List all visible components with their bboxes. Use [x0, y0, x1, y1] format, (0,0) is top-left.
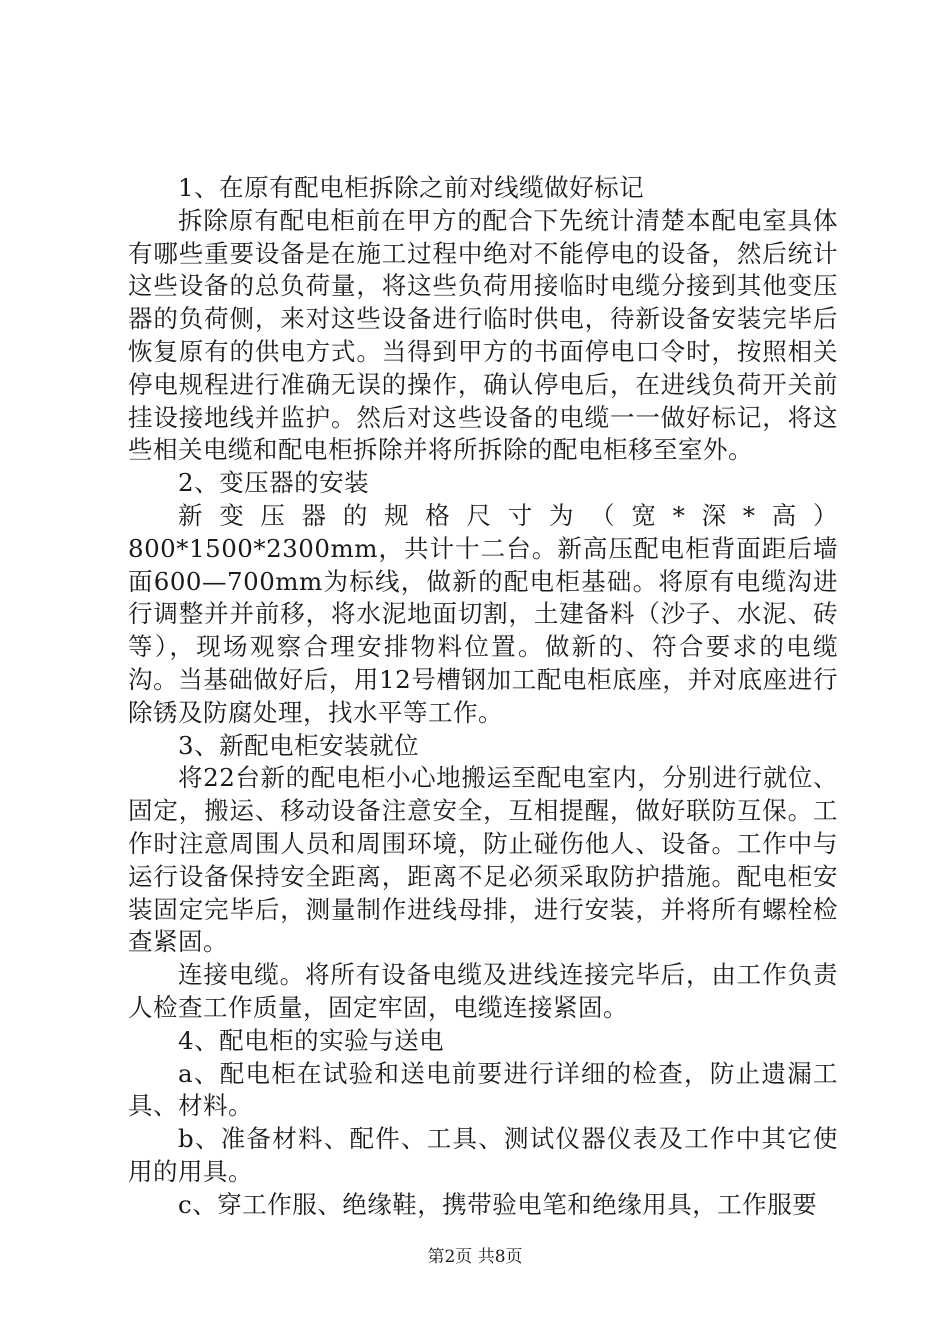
section-heading-4: 4、配电柜的实验与送电: [178, 1025, 445, 1055]
section-heading-1: 1、在原有配电柜拆除之前对线缆做好标记: [178, 173, 645, 202]
page-footer: 第2页 共8页: [427, 1247, 523, 1267]
paragraph-4: 连接电缆。将所有设备电缆及进线连接完毕后，由工作负责人检查工作质量，固定牢固，电缆连接紧固。: [128, 960, 838, 1022]
list-item-b: b、准备材料、配件、工具、测试仪器仪表及工作中其它使用的用具。: [128, 1124, 838, 1186]
paragraph-3: 将22台新的配电柜小心地搬运至配电室内，分别进行就位、固定，搬运、移动设备注意安全，互相提醒，做好联防互保。工作时注意周围人员和周围环境，防止碰伤他人、设备。工作中与运行设备保持安全距离，距离不足必须采取防护措施。配电柜安装固定完毕后，测量制作进线母排，进行安装，并将所有螺栓检查紧固。: [128, 763, 838, 957]
document-body: [128, 172, 838, 1222]
list-item-a: a、配电柜在试验和送电前要进行详细的检查，防止遗漏工具、材料。: [128, 1058, 838, 1121]
list-item-c: c、穿工作服、绝缘鞋，携带验电笔和绝缘用具，工作服要: [178, 1189, 818, 1219]
paragraph-2: 新变压器的规格尺寸为（宽*深*高）800*1500*2300mm，共计十二台。新高压配电柜背面距后墙面600—700mm为标线，做新的配电柜基础。将原有电缆沟进行调整并并前移，将水泥地面切割，土建备料（沙子、水泥、砖等），现场观察合理安排物料位置。做新的、符合要求的电缆沟。当基础做好后，用12号槽钢加工配电柜底座，并对底座进行除锈及防腐处理，找水平等工作。: [128, 500, 838, 727]
paragraph-1: 拆除原有配电柜前在甲方的配合下先统计清楚本配电室具体有哪些重要设备是在施工过程中绝对不能停电的设备，然后统计这些设备的总负荷量，将这些负荷用接临时电缆分接到其他变压器的负荷侧，来对这些设备进行临时供电，待新设备安装完毕后恢复原有的供电方式。当得到甲方的书面停电口令时，按照相关停电规程进行准确无误的操作，确认停电后，在进线负荷开关前挂设接地线并监护。然后对这些设备的电缆一一做好标记，将这些相关电缆和配电柜拆除并将所拆除的配电柜移至室外。: [128, 205, 838, 465]
section-heading-2: 2、变压器的安装: [178, 468, 370, 498]
section-heading-3: 3、新配电柜安装就位: [178, 730, 420, 760]
